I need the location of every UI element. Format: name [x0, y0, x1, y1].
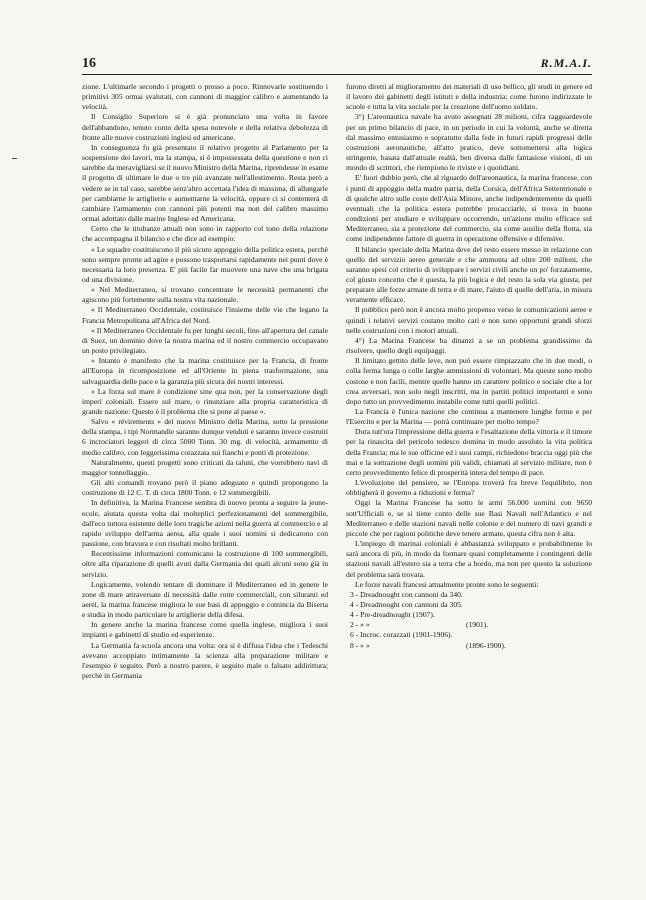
right-column — [346, 82, 592, 872]
paragraph: zione. L'ultimarle secondo i progetti o presso a poco. Rinnovarle sostituendo i primitivi 305 ormai svalutati, con cannoni di maggior calibro e aumentando la velocità. — [82, 82, 328, 112]
list-item — [346, 600, 592, 610]
list-item-year: (1901). — [466, 620, 489, 630]
list-item — [346, 610, 592, 620]
list-item-label: 8 - » » — [350, 640, 370, 650]
list-item-label: 6 - Incroc. corazzati (1901-1906). — [350, 630, 453, 640]
paragraph: Il limitato gettito delle leve, non può essere rimpiazzato che in due modi, o colla ferma lunga o colle larghe ammissioni di volontari. Ma queste sono molto costose e non facili, mentre quelle hanno un carattere politico e sociale che a lor crea avversari, non solo negli inscritti, ma in partiti politici importanti e sono dopo tutto un provvedimento instabile come tutti quelli politici. — [346, 356, 592, 406]
paragraph: In conseguenza fu già presentato il relativo progetto al Parlamento per la sospensione dei lavori, ma la stampa, si è impossessata della questione e non ci sarebbe da meravigliarsi se il nuovo Ministro della Marina, riprendesse in esame il progetto di ultimare le due o tre più avanzate nell'allestimento. Resta però a vedere se in tal caso, sarebbe senz'altro accettata l'idea di massima, di allungarle per cambiarne le artiglierie e aumentarne la velocità, oppure ci si contenterà di cambiare l'armamento con cannoni più potenti ma non del calibro massimo ormai adottato dalle marine Inglese ed Americana. — [82, 142, 328, 224]
paragraph: L'evoluzione del pensiero, se l'Europa troverà fra breve l'equilibrio, non obbligherà il governo a riduzioni e ferma? — [346, 478, 592, 498]
paragraph: 4°) La Marina Francese ha dinanzi a se un problema grandissimo da risolvere, quello degli equipaggi. — [346, 335, 592, 356]
paragraph: « La forza sul mare è condizione sine qua non, per la conservazione degli imperi coloniali. Essere sul mare, o rinunziare alla propria caratteristica di grande nazione: Questo è il problema che si pone al paese ». — [82, 386, 328, 416]
list-item — [346, 620, 592, 630]
list-item-label: 4 - Pre-dreadnought (1907). — [350, 610, 435, 620]
paragraph: La Germania fa scuola ancora una volta: ora si è diffusa l'idea che i Tedeschi avevano accoppiato intimamente la scienza alla preparazione militare e l'esempio è seguito. Però a nostro parere, è seguito male o falsato addirittura; perchè in Germania — [82, 640, 328, 681]
paragraph: Oggi la Marina Francese ha sotto le armi 56.000 uomini con 9650 sott'Ufficiali e, se si tiene conto delle sue Basi Navali nell'Atlantico e nel Mediterraneo e delle stazioni navali nelle colonie e del numero di navi grandi e piccole che per ragioni politiche deve tenere armate, questa cifra non è alta. — [346, 498, 592, 538]
paragraph: « Nel Mediterraneo, si trovano concentrate le necessità permanenti che agiscono più fortemente sulla nostra vita nazionale. — [82, 285, 328, 305]
paragraph: Recentissime informazioni comunicano la costruzione di 100 sommergibili, oltre alla riparazione di quelli avuti dalla Germania dei quali alcuni sono già in servizio. — [82, 549, 328, 579]
paragraph: La Francia è l'unica nazione che continua a mantenere lunghe ferme e per l'Esercito e per la Marina — potrà continuare per molto tempo? — [346, 407, 592, 427]
paragraph: « Il Mediterraneo Occidentale fu per lunghi secoli, fino all'apertura del canale di Suez, un dominio dove la nostra marina ed il nostro commercio occupavano un posto privilegiato. — [82, 325, 328, 356]
paragraph: Le forze navali francesi attualmente pronte sono le seguenti: — [355, 579, 539, 589]
naval-forces-list — [346, 590, 592, 651]
paragraph: Logicamente, volendo tentare di dominare il Mediterraneo ed in genere le zone di mare attraversate di necessità dalle rotte commerciali, con siluranti ed aerei, la marina francese migliora le sue basi di appoggio e comincia da Biserta e studia in modo particolare le artiglierie della difesa. — [82, 579, 328, 620]
list-item — [346, 590, 592, 600]
list-item-label: 3 - Dreadnought con cannoni da 340. — [350, 589, 463, 599]
paragraph: Il Consiglio Superiore si è già pronunciato una volta in favore dell'abbandono, tenuto conto della spesa notevole e della relativa debolezza di fronte alle nuove costruzioni inglesi ed americane. — [82, 112, 328, 142]
list-item-label: 2 - » » — [350, 620, 370, 630]
list-item-label: 4 - Dreadnought con cannoni da 305. — [350, 599, 463, 609]
page-header — [82, 56, 592, 75]
paragraph: Certo che le titubanze attuali non sono in rapporto col tono della relazione che accompagna il bilancio e che dice ad esempio: — [82, 224, 328, 244]
list-item — [346, 630, 592, 640]
paragraph: L'impiego di marinai coloniali è abbastanza sviluppato e probabilmente lo sarà ancora di più, in modo da formare quasi completamente i contingenti delle stazioni navali all'estero sia a terra che a bordo, ma non per questo la soluzione del problema sarà trovata. — [346, 539, 592, 579]
paragraph: « Intanto è manifesto che la marina costituisce per la Francia, di fronte all'Europa in ricomposizione ed all'Oriente in piena trasformazione, una salvaguardia delle pace e la garanzia più sicura dei nostri interessi. — [82, 356, 328, 386]
paragraph: furono diretti al miglioramento dei materiali di uso bellico, gli studi in genere ed il lavoro dei gabinetti degli istituti e della industria; come furono indirizzate le scuole e tutta la vita sociale per la creazione dell'uomo soldato. — [346, 82, 592, 112]
paragraph: « Le squadre costituiscono il più sicuro appoggio della politica estera, perchè sono sempre pronte ad agire e possono trasportarsi rapidamente nei punti dove è necessaria la loro presenza. E' più facile far muovere una nave che una brigata od una divisione. — [82, 244, 328, 284]
margin-mark — [12, 158, 17, 159]
left-column — [82, 82, 328, 872]
paragraph: Salvo « révirements » del nuovo Ministro della Marina, sotto la pressione della stampa, i tipi Normandie saranno dunque venduti e saranno invece costruiti 6 incrociatori leggeri di circa 5000 Tonn. 30 mg. di velocità, armamento di medio calibro, con leggerissima corazzata sui fianchi e ponti di protezione. — [82, 417, 328, 457]
list-item-year: (1896-1900). — [466, 640, 506, 650]
page-number: 16 — [82, 56, 96, 71]
paragraph: Il bilancio speciale della Marina deve del resto essere messo in relazione con quello del servizio aereo generale e che ammonta ad oltre 200 milioni, che saranno spesi col criterio di sviluppare i servizi civili anche un po' forzatamente, col giusto concetto che è questa, la più logica e del resto la sola via giusta, per preparare alle forze armate di terra e di mare, l'aiuto di quelle dell'aria, in misura veramente efficace. — [346, 244, 592, 305]
paragraph: Gli alti comandi trovano però il piano adeguato e quindi propongono la costruzione di 12 C. T. di circa 1800 Tonn. e 12 sommergibili. — [82, 478, 328, 498]
paragraph: Dura tutt'ora l'impressione della guerra e l'esaltazione della vittoria e il timore per la rinascita del pericolo tedesco domina in modo assoluto la vita politica della Francia; ma le sue officine ed i suoi campi, richiedono braccia oggi più che mai e la sottrazione degli uomini più validi, chiamati al servizio militare, non è certo provvedimento felice di prosperità intera del tempo di pace. — [346, 427, 592, 477]
list-item — [346, 641, 592, 651]
paragraph: Naturalmente, questi progetti sono criticati da taluni, che vorrebbero navi di maggior tonnellaggio. — [82, 457, 328, 477]
paragraph: Il pubblico però non è ancora molto propenso verso le comunicazioni aeree e quindi i relativi servizi costano molto cari e non sono opportuni grandi sforzi nelle costruzioni con i motori attuali. — [346, 305, 592, 335]
paragraph: In genere anche la marina francese come quella inglese, migliora i suoi impianti e gabinetti di studio ed esperienze. — [82, 620, 328, 640]
paragraph: In definitiva, la Marina Francese sembra di nuovo pronta a seguire la jeune-ecole, aiutata questa volta dai molteplici perfezionamenti del sommergibile, dall'eco tuttora esistente delle loro tragiche azioni nella guerra al commercio e al rapido sviluppo dell'arma aerea, alla quale i suoi uomini si dedicarono con passione, con bravura e con risultati molto brillanti. — [82, 498, 328, 549]
paragraph: E' fuori dubbio però, che al riguardo dell'areonautica, la marina francese, con i punti di appoggio della madre patria, della Corsica, dell'Africa Settentrionale e di qualche altro sulle coste dell'Asia Minore, anche indipendentemente da quelli eventuali che la politica estera potrebbe procacciarle, si trova in buone condizioni per studiare e sviluppare occorrendo, un'azione molto efficace sul Mediterraneo, sia a protezione del commercio, sia come ausilio della flotta, sia come indipendente fattore di guerra in operazione offensive e difensive. — [346, 173, 592, 244]
running-title: R.M.A.I. — [540, 56, 592, 70]
paragraph: « Il Mediterraneo Occidentale, costituisce l'insieme delle vie che legano la Francia Metropolitana all'Africa del Nord. — [82, 305, 328, 325]
paragraph: 3°) L'areonautica navale ha avuto assegnati 28 milioni, cifra ragguardevole per un primo bilancio di pace, in un periodo in cui la volontà, anche se diretta dal massimo entusiasmo e sopratutto dalla fede in futuri rapidi progressi delle costruzioni aeronautiche, all'atto pratico, deve sottomettersi alla logica stringente, basata dall'attuale realtà, ben diversa dalle fantasiose visioni, di un mondo di scrittori, che riempiono le riviste e i quotidiani. — [346, 112, 592, 173]
